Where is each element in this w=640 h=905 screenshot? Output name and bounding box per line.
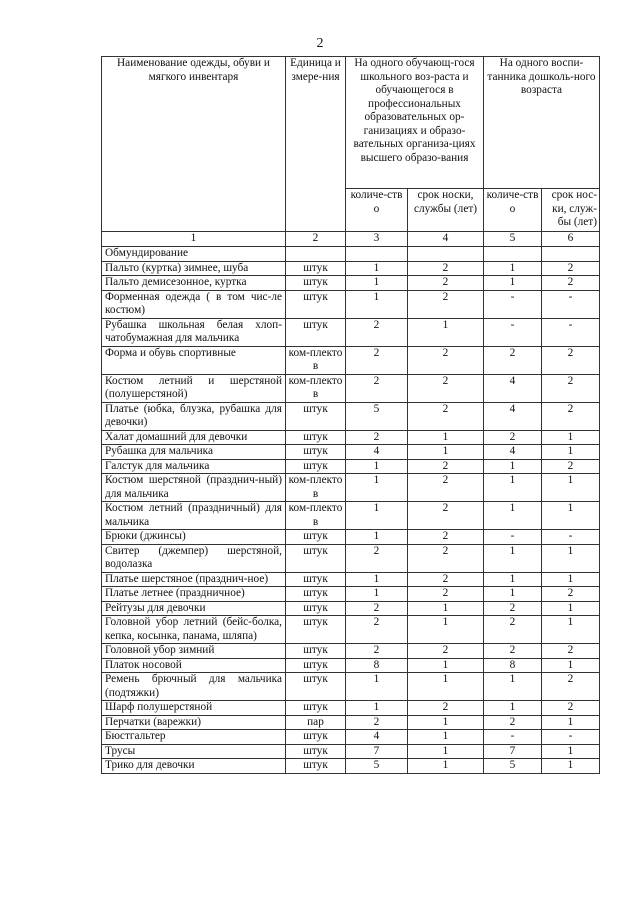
table-row [102,601,600,616]
unit-cell: ком-плектов [286,374,346,402]
unit-cell: штук [286,530,346,545]
preschool-term: 2 [542,346,600,374]
item-name: Платье шерстяное (празднич-ное) [102,572,286,587]
school-quantity: 7 [346,744,408,759]
preschool-quantity: 7 [484,744,542,759]
header-school: На одного обучающ-гося школьного воз-раста и обучающегося в профессиональных образовательных ор-ганизациях и образо-вательных организа-циях высшего образо-вания [346,57,484,189]
school-quantity: 2 [346,374,408,402]
school-term: 1 [408,616,484,644]
preschool-quantity: 2 [484,601,542,616]
column-number: 1 [102,232,286,247]
preschool-quantity [484,247,542,262]
preschool-quantity: 4 [484,402,542,430]
preschool-term: 2 [542,701,600,716]
preschool-quantity: - [484,290,542,318]
item-name: Свитер (джемпер) шерстяной, водолазка [102,544,286,572]
preschool-quantity: 2 [484,430,542,445]
school-term: 2 [408,276,484,291]
school-term [408,247,484,262]
school-quantity: 1 [346,587,408,602]
preschool-quantity: 4 [484,374,542,402]
school-term: 1 [408,318,484,346]
table-row [102,658,600,673]
unit-cell: штук [286,276,346,291]
school-quantity: 2 [346,601,408,616]
table-row [102,474,600,502]
item-name: Шарф полушерстяной [102,701,286,716]
item-name: Пальто (куртка) зимнее, шуба [102,261,286,276]
item-name: Перчатки (варежки) [102,715,286,730]
unit-cell: штук [286,572,346,587]
unit-cell: штук [286,430,346,445]
preschool-quantity: - [484,530,542,545]
school-term: 2 [408,402,484,430]
preschool-term: 1 [542,474,600,502]
unit-cell: штук [286,673,346,701]
school-quantity: 1 [346,530,408,545]
item-name: Костюм летний (праздничный) для мальчика [102,502,286,530]
header-qty-school: количе-ство [346,189,408,232]
school-quantity: 1 [346,572,408,587]
column-number: 6 [542,232,600,247]
unit-cell: штук [286,445,346,460]
school-term: 1 [408,673,484,701]
table-row [102,644,600,659]
school-quantity: 1 [346,502,408,530]
table-row [102,247,600,262]
school-term: 2 [408,701,484,716]
unit-cell: ком-плектов [286,474,346,502]
table-row [102,459,600,474]
preschool-term: 2 [542,587,600,602]
preschool-term: 1 [542,544,600,572]
item-name: Рубашка для мальчика [102,445,286,460]
school-term: 1 [408,730,484,745]
unit-cell: штук [286,616,346,644]
school-quantity: 5 [346,402,408,430]
school-term: 2 [408,374,484,402]
item-name: Головной убор зимний [102,644,286,659]
unit-cell: пар [286,715,346,730]
preschool-quantity: 2 [484,715,542,730]
table-row [102,759,600,774]
unit-cell: штук [286,544,346,572]
school-term: 2 [408,459,484,474]
school-quantity: 1 [346,261,408,276]
preschool-term: 2 [542,261,600,276]
school-term: 2 [408,290,484,318]
table-row [102,430,600,445]
column-number: 5 [484,232,542,247]
item-name: Платье (юбка, блузка, рубашка для девочки) [102,402,286,430]
school-quantity: 2 [346,544,408,572]
table-row [102,730,600,745]
table-row [102,701,600,716]
unit-cell: штук [286,459,346,474]
table-row [102,290,600,318]
header-qty-preschool: количе-ство [484,189,542,232]
table-row [102,346,600,374]
preschool-quantity: - [484,318,542,346]
item-name: Рубашка школьная белая хлоп-чатобумажная для мальчика [102,318,286,346]
school-quantity: 1 [346,276,408,291]
table-row [102,587,600,602]
school-term: 1 [408,601,484,616]
item-name: Трико для девочки [102,759,286,774]
school-term: 2 [408,346,484,374]
item-name: Рейтузы для девочки [102,601,286,616]
school-quantity: 2 [346,430,408,445]
item-name: Бюстгальтер [102,730,286,745]
unit-cell: штук [286,318,346,346]
preschool-term [542,247,600,262]
unit-cell: штук [286,261,346,276]
preschool-quantity: - [484,730,542,745]
column-number: 3 [346,232,408,247]
preschool-term: 1 [542,445,600,460]
preschool-term: 2 [542,673,600,701]
item-name: Костюм летний и шерстяной (полушерстяной) [102,374,286,402]
table-row [102,744,600,759]
school-quantity: 5 [346,759,408,774]
table-row [102,673,600,701]
school-quantity: 8 [346,658,408,673]
unit-cell: штук [286,759,346,774]
preschool-quantity: 2 [484,616,542,644]
preschool-term: 1 [542,715,600,730]
preschool-term: - [542,530,600,545]
unit-cell: штук [286,290,346,318]
table-row [102,261,600,276]
column-number: 2 [286,232,346,247]
unit-cell: штук [286,402,346,430]
preschool-quantity: 2 [484,346,542,374]
preschool-quantity: 1 [484,544,542,572]
preschool-quantity: 8 [484,658,542,673]
school-quantity: 1 [346,701,408,716]
school-term: 1 [408,715,484,730]
school-term: 2 [408,644,484,659]
preschool-term: - [542,730,600,745]
preschool-term: 1 [542,616,600,644]
preschool-quantity: 5 [484,759,542,774]
item-name: Костюм шерстяной (празднич-ный) для мальчика [102,474,286,502]
item-name: Форма и обувь спортивные [102,346,286,374]
school-term: 1 [408,430,484,445]
table-row [102,318,600,346]
preschool-term: - [542,318,600,346]
school-term: 2 [408,530,484,545]
table-row [102,616,600,644]
preschool-quantity: 2 [484,644,542,659]
school-quantity: 4 [346,445,408,460]
item-name: Трусы [102,744,286,759]
preschool-term: - [542,290,600,318]
preschool-quantity: 1 [484,701,542,716]
preschool-quantity: 1 [484,276,542,291]
preschool-quantity: 4 [484,445,542,460]
table-row [102,572,600,587]
school-quantity [346,247,408,262]
item-name: Платье летнее (праздничное) [102,587,286,602]
school-quantity: 1 [346,474,408,502]
preschool-term: 2 [542,276,600,291]
item-name: Галстук для мальчика [102,459,286,474]
school-quantity: 2 [346,644,408,659]
school-term: 2 [408,502,484,530]
school-quantity: 2 [346,346,408,374]
school-term: 2 [408,261,484,276]
item-name: Брюки (джинсы) [102,530,286,545]
preschool-term: 2 [542,402,600,430]
table-row [102,530,600,545]
unit-cell: штук [286,587,346,602]
item-name: Форменная одежда ( в том чис-ле костюм) [102,290,286,318]
header-name: Наименование одежды, обуви и мягкого инвентаря [102,57,286,232]
unit-cell: штук [286,644,346,659]
table-row [102,402,600,430]
preschool-term: 2 [542,374,600,402]
unit-cell: ком-плектов [286,502,346,530]
unit-cell: штук [286,701,346,716]
table-row [102,445,600,460]
school-quantity: 1 [346,673,408,701]
school-term: 1 [408,658,484,673]
item-name: Платок носовой [102,658,286,673]
preschool-term: 1 [542,572,600,587]
preschool-quantity: 1 [484,459,542,474]
preschool-quantity: 1 [484,261,542,276]
item-name: Ремень брючный для мальчика (подтяжки) [102,673,286,701]
table-row [102,715,600,730]
preschool-quantity: 1 [484,572,542,587]
school-term: 1 [408,759,484,774]
school-quantity: 4 [346,730,408,745]
school-term: 1 [408,445,484,460]
unit-cell [286,247,346,262]
item-name: Головной убор летний (бейс-болка, кепка, косынка, панама, шляпа) [102,616,286,644]
school-term: 2 [408,544,484,572]
table-row [102,502,600,530]
preschool-quantity: 1 [484,673,542,701]
school-quantity: 1 [346,459,408,474]
item-name: Халат домашний для девочки [102,430,286,445]
header-term-preschool: срок нос-ки, служ-бы (лет) [542,189,600,232]
item-name: Пальто демисезонное, куртка [102,276,286,291]
unit-cell: ком-плектов [286,346,346,374]
preschool-term: 2 [542,644,600,659]
school-term: 2 [408,587,484,602]
school-quantity: 2 [346,715,408,730]
school-quantity: 1 [346,290,408,318]
preschool-term: 1 [542,502,600,530]
table-row [102,276,600,291]
column-number: 4 [408,232,484,247]
header-unit: Единица измере-ния [286,57,346,232]
school-quantity: 2 [346,318,408,346]
unit-cell: штук [286,744,346,759]
page-number: 2 [316,36,324,51]
preschool-term: 1 [542,430,600,445]
school-term: 1 [408,744,484,759]
preschool-term: 1 [542,601,600,616]
school-term: 2 [408,572,484,587]
header-preschool: На одного воспи-танника дошколь-ного возраста [484,57,600,189]
unit-cell: штук [286,601,346,616]
preschool-term: 1 [542,658,600,673]
clothing-norms-table [101,56,600,774]
school-term: 2 [408,474,484,502]
preschool-quantity: 1 [484,587,542,602]
preschool-quantity: 1 [484,502,542,530]
header-term-school: срок носки, службы (лет) [408,189,484,232]
preschool-quantity: 1 [484,474,542,502]
preschool-term: 1 [542,744,600,759]
preschool-term: 1 [542,759,600,774]
table-row [102,544,600,572]
unit-cell: штук [286,658,346,673]
table-row [102,374,600,402]
school-quantity: 2 [346,616,408,644]
unit-cell: штук [286,730,346,745]
preschool-term: 2 [542,459,600,474]
item-name: Обмундирование [102,247,286,262]
